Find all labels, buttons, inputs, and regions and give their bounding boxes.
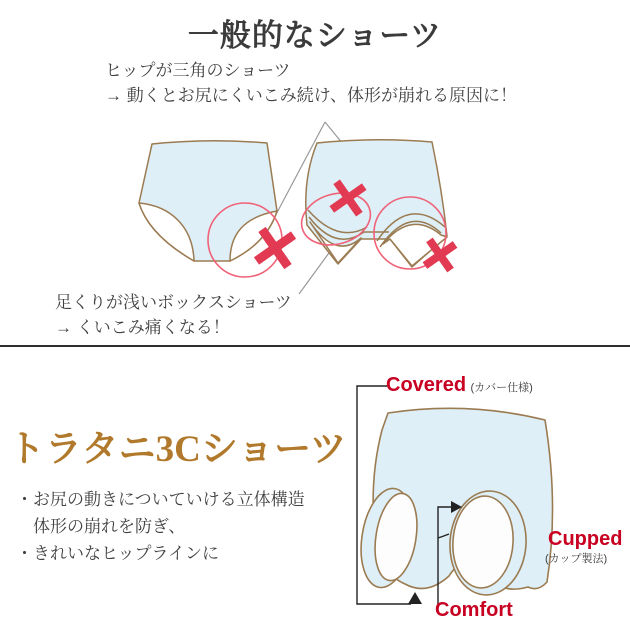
box-shorts-note-line2: → くいこみ痛くなる！ bbox=[55, 318, 230, 337]
top-section-title: 一般的なショーツ bbox=[187, 18, 443, 53]
covered-label bbox=[386, 374, 533, 397]
cupped-label-jp: (カップ製法) bbox=[545, 553, 608, 565]
comfort-label-en: Comfort bbox=[435, 599, 513, 621]
box-shorts-note bbox=[55, 290, 292, 340]
triangle-shorts-note-line2: → 動くとお尻にくいこみ続け、体形が崩れる原因に！ bbox=[105, 86, 518, 105]
box-shorts-note-line1: 足くりが浅いボックスショーツ bbox=[55, 293, 292, 312]
x-mark-icon bbox=[425, 240, 455, 270]
triangle-shorts-note-line1: ヒップが三角のショーツ bbox=[105, 61, 291, 80]
feature-item: 体形の崩れを防ぎ、 bbox=[33, 517, 186, 536]
comfort-label bbox=[435, 599, 513, 622]
covered-label-en: Covered bbox=[386, 374, 467, 396]
arrow-up-icon bbox=[408, 592, 422, 604]
covered-label-jp: (カバー仕様) bbox=[470, 382, 533, 394]
feature-item: ・お尻の動きについていける立体構造 bbox=[16, 490, 305, 509]
3c-shorts-illustration bbox=[345, 370, 630, 615]
cupped-label bbox=[545, 528, 623, 567]
triangle-shorts-note bbox=[105, 58, 517, 108]
feature-item: ・きれいなヒップラインに bbox=[16, 544, 219, 563]
section-divider bbox=[0, 345, 630, 347]
product-title: トラタニ3Cショーツ bbox=[8, 429, 347, 470]
product-feature-list bbox=[16, 486, 305, 567]
cupped-label-en: Cupped bbox=[548, 528, 623, 550]
conventional-shorts-illustration bbox=[120, 110, 520, 300]
